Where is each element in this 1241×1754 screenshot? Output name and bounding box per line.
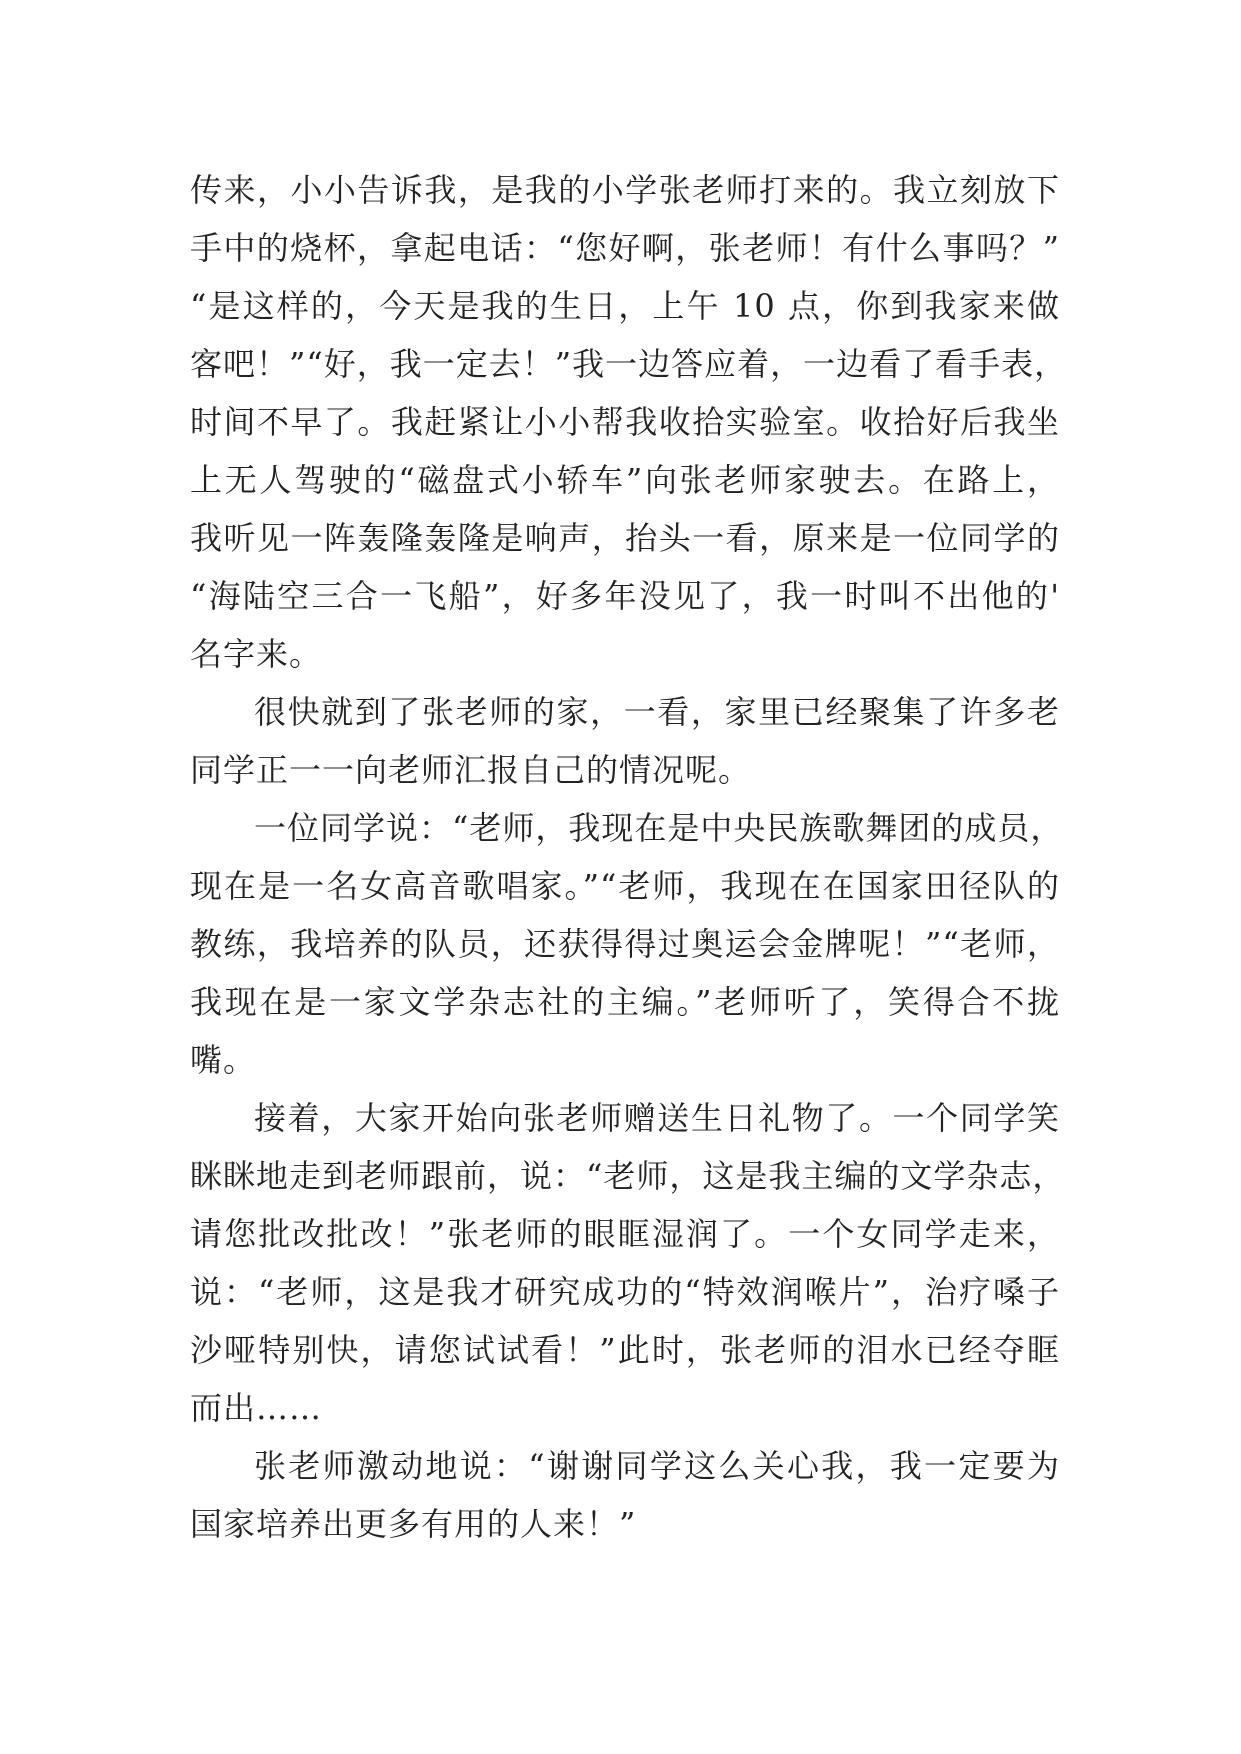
text-line: “是这样的，今天是我的生日，上午 10 点，你到我家来做	[190, 287, 1060, 325]
text-line: 教练，我培养的队员，还获得得过奥运会金牌呢！”“老师，	[190, 925, 1060, 963]
paragraph-start-line: 接着，大家开始向张老师赠送生日礼物了。一个同学笑	[254, 1099, 1060, 1137]
text-line: 沙哑特别快，请您试试看！”此时，张老师的泪水已经夺眶	[190, 1331, 1060, 1369]
text-line: 现在是一名女高音歌唱家。”“老师，我现在在国家田径队的	[190, 867, 1060, 905]
text-line: 同学正一一向老师汇报自己的情况呢。	[190, 751, 752, 789]
text-line: 手中的烧杯，拿起电话：“您好啊，张老师！有什么事吗？”	[190, 229, 1060, 267]
text-line: 我听见一阵轰隆轰隆是响声，抬头一看，原来是一位同学的	[190, 519, 1060, 557]
text-line: 我现在是一家文学杂志社的主编。”老师听了，笑得合不拢	[190, 983, 1060, 1021]
text-line: 国家培养出更多有用的人来！”	[190, 1505, 637, 1543]
text-line: 客吧！”“好，我一定去！”我一边答应着，一边看了看手表，	[190, 345, 1068, 383]
text-line: 说：“老师，这是我才研究成功的“特效润喉片”，治疗嗓子	[190, 1273, 1060, 1311]
text-line: 而出……	[190, 1389, 323, 1427]
text-line: 嘴。	[190, 1041, 257, 1079]
paragraph-start-line: 很快就到了张老师的家，一看，家里已经聚集了许多老	[254, 693, 1060, 731]
text-line: 名字来。	[190, 635, 323, 673]
text-line: 传来，小小告诉我，是我的小学张老师打来的。我立刻放下	[190, 171, 1060, 209]
text-line: 时间不早了。我赶紧让小小帮我收拾实验室。收拾好后我坐	[190, 403, 1060, 441]
text-line: “海陆空三合一飞船”，好多年没见了，我一时叫不出他的'	[190, 577, 1060, 615]
text-line: 上无人驾驶的“磁盘式小轿车”向张老师家驶去。在路上，	[190, 461, 1060, 499]
essay-text	[190, 161, 1068, 1553]
text-line: 眯眯地走到老师跟前，说：“老师，这是我主编的文学杂志，	[190, 1157, 1066, 1195]
text-line: 请您批改批改！”张老师的眼眶湿润了。一个女同学走来，	[190, 1215, 1060, 1253]
paragraph-start-line: 张老师激动地说：“谢谢同学这么关心我，我一定要为	[254, 1447, 1060, 1485]
paragraph-start-line: 一位同学说：“老师，我现在是中央民族歌舞团的成员，	[254, 809, 1064, 847]
